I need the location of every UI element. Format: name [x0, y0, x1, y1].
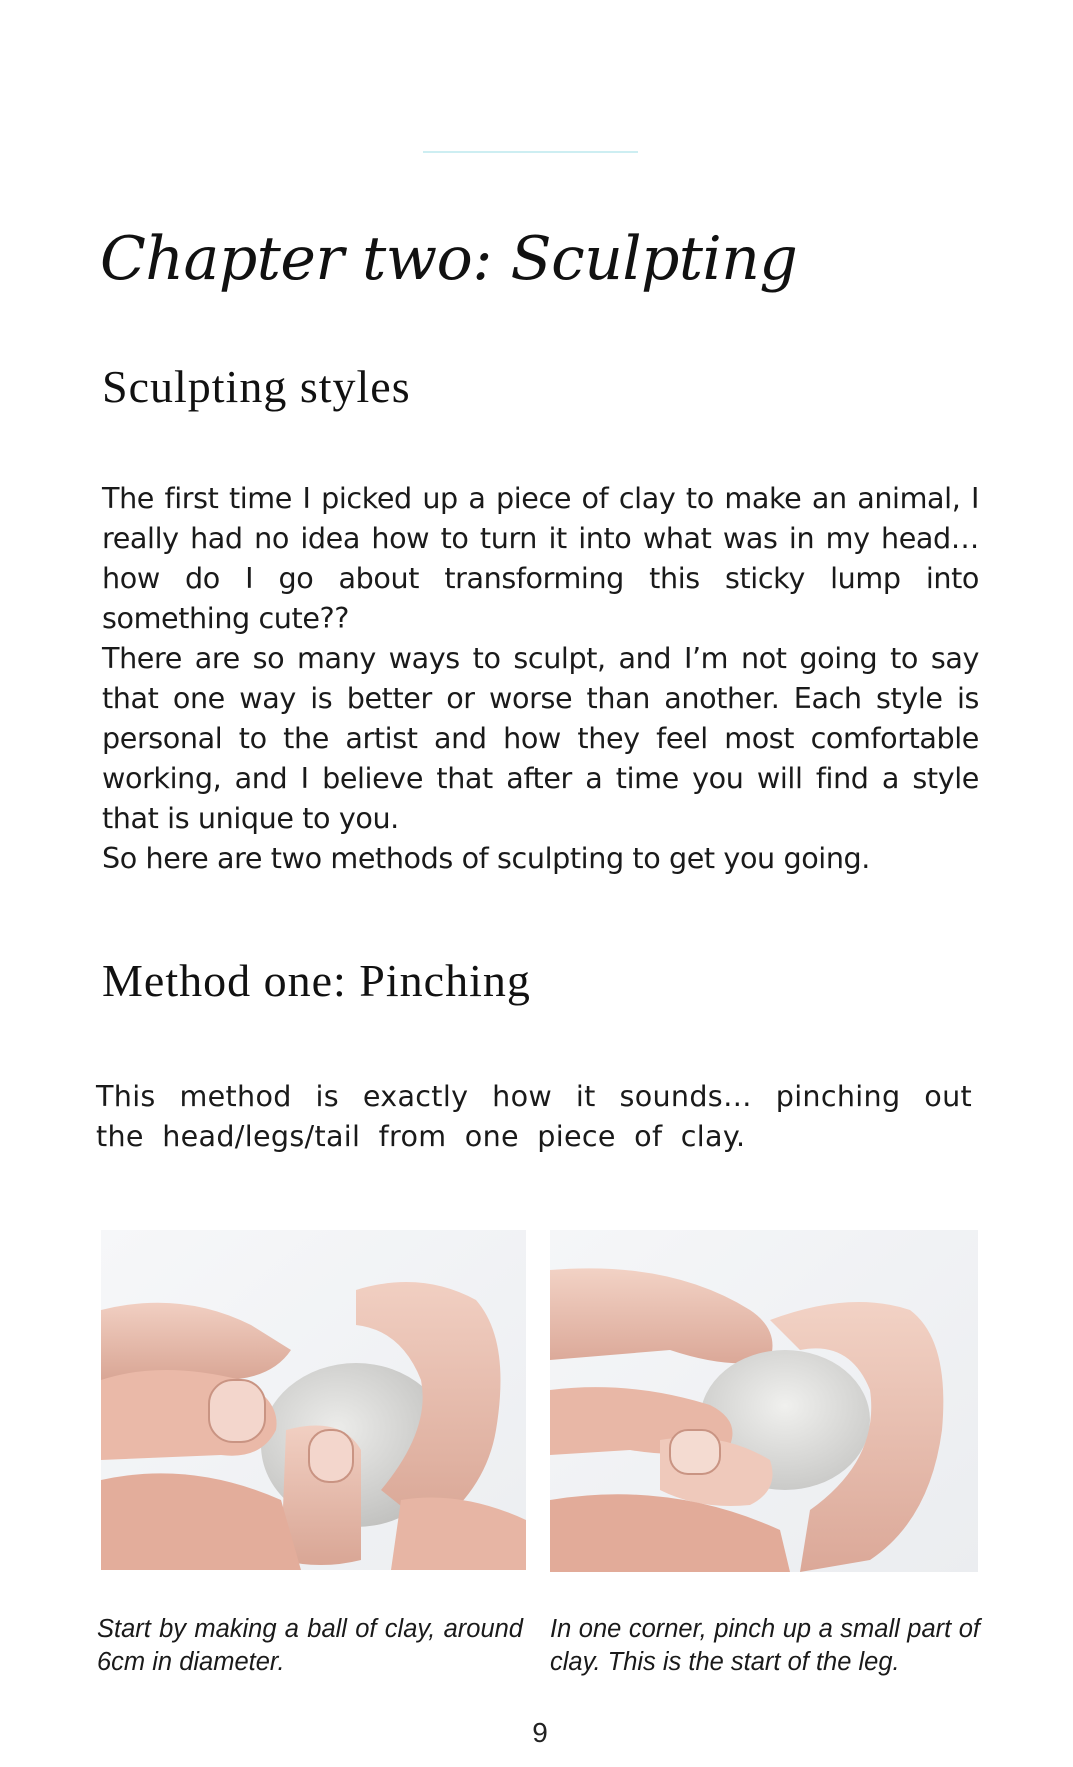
paragraph-first-time: The first time I picked up a piece of clay to make an animal, I really had no idea how to turn it into what was in my head… how do I go about transforming this sticky lump into something cute?? — [102, 481, 979, 635]
caption-figure-1: Start by making a ball of clay, around 6cm in diameter. — [97, 1615, 523, 1676]
paragraph-many-ways: There are so many ways to sculpt, and I’m not going to say that one way is better or worse than another. Each style is personal to the artist and how they feel most comfortable working, and I believe that after a time you will find a style that is unique to you. — [102, 641, 979, 835]
photo-clay-ball — [101, 1230, 526, 1570]
header-accent-rule — [423, 151, 638, 153]
chapter-title: Chapter two: Sculpting — [100, 224, 798, 294]
section-heading-method-one: Method one: Pinching — [102, 955, 531, 1006]
paragraph-pinching-method: This method is exactly how it sounds… pinching out the head/legs/tail from one piece of clay. — [96, 1079, 972, 1153]
caption-figure-2: In one corner, pinch up a small part of clay. This is the start of the leg. — [550, 1615, 980, 1676]
page-number: 9 — [532, 1717, 548, 1748]
section-heading-sculpting-styles: Sculpting styles — [102, 361, 411, 412]
photo-pinching-leg — [550, 1230, 978, 1572]
paragraph-two-methods: So here are two methods of sculpting to get you going. — [102, 841, 870, 875]
